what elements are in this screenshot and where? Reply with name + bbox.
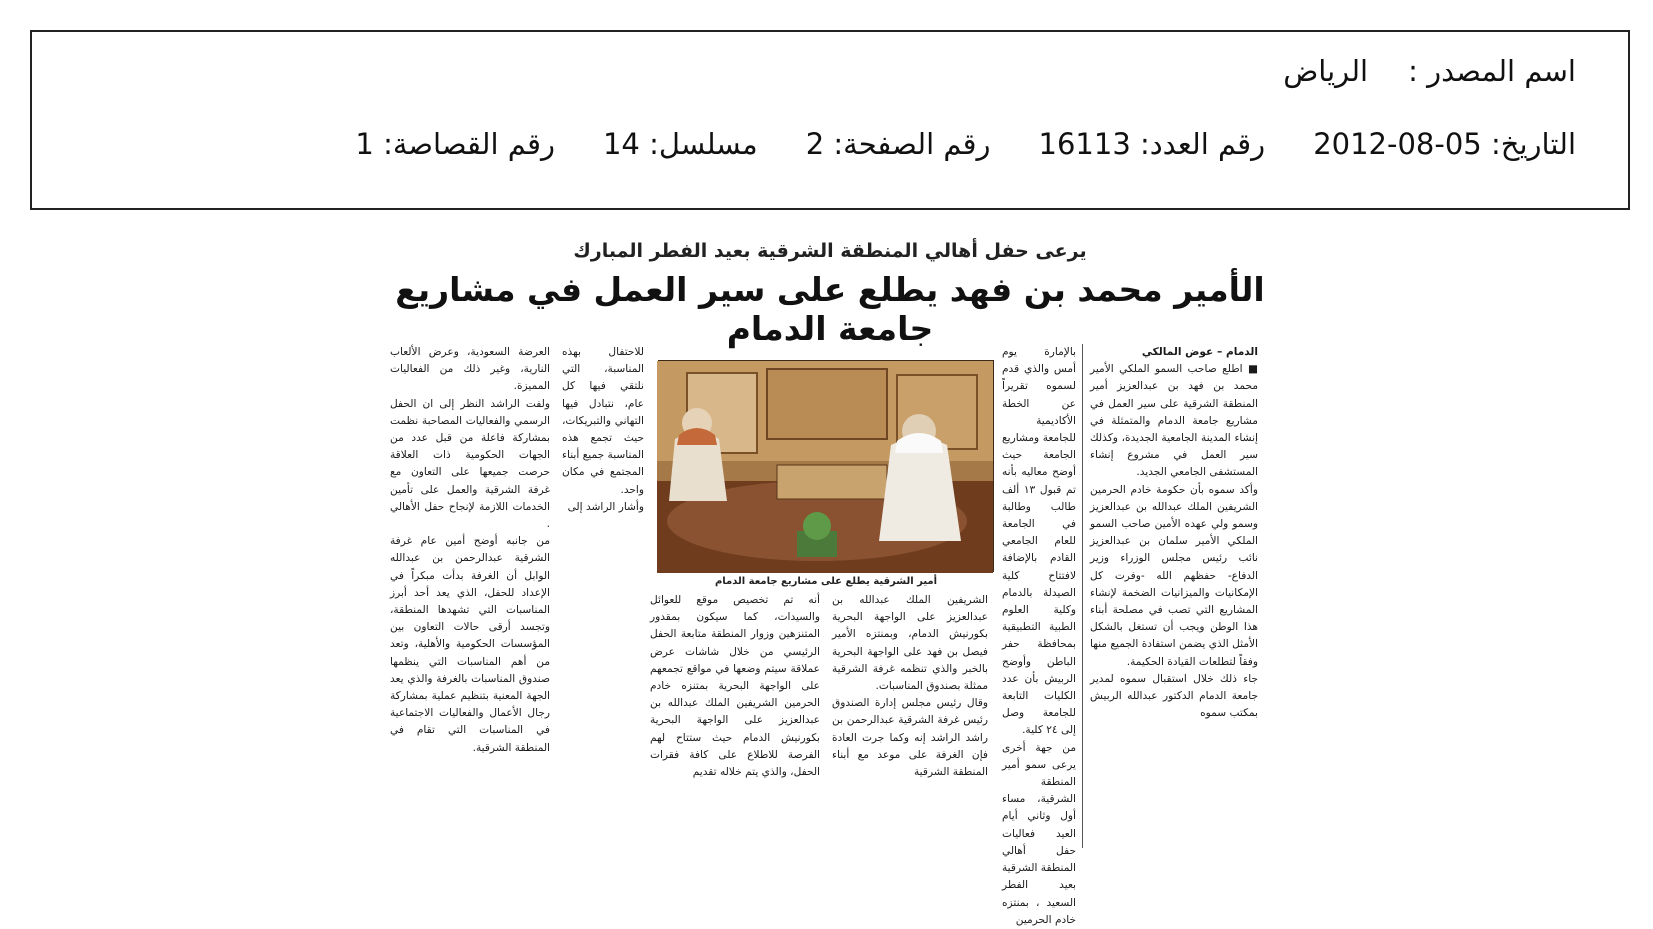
serial-field (603, 127, 758, 161)
source-row (1283, 54, 1576, 88)
photo-caption: أمير الشرقية يطلع على مشاريع جامعة الدمام (714, 576, 938, 587)
column-paragraph: أنه تم تخصيص موقع للعوائل والسيدات، كما سيكون بمقدور المتنزهين وزوار المنطقة متابعة الحفل الرئيسي من خلال شاشات عرض عملاقة سيتم وضعها في مواقع تجمعهم على الواجهة البحرية بمتنزه خادم الحرمين الشريفين الملك عبدالله بن عبدالعزيز على الواجهة البحرية بكورنيش الدمام حيث ستتاح لهم الفرصة للاطلاع على كافة فقرات الحفل، والذي يتم خلاله تقديم (650, 594, 820, 779)
column-paragraph: وقال رئيس مجلس إدارة الصندوق رئيس غرفة الشرقية عبدالرحمن بن راشد الراشد إنه وكما جرت العادة فإن الغرفة على موعد مع أبناء المنطقة الشرقية (832, 697, 988, 779)
meta-row (307, 127, 1576, 161)
article-kicker: يرعى حفل أهالي المنطقة الشرقية بعيد الفطر المبارك (573, 240, 1087, 262)
serial-label: مسلسل: (649, 127, 758, 161)
article-photo (658, 360, 994, 572)
column-paragraph: ■ اطلع صاحب السمو الملكي الأمير محمد بن فهد بن عبدالعزيز أمير المنطقة الشرقية على سير العمل في مشاريع جامعة الدمام والمتمثلة في إنشاء المدينة الجامعية الجديدة، وكذلك سير العمل في مشروع إنشاء المستشفى الجامعي الجديد. (1090, 363, 1258, 479)
column-paragraph: من جهة أخرى يرعى سمو أمير المنطقة الشرقية، مساء أول وثاني أيام العيد فعاليات حفل أهالي المنطقة الشرقية بعيد الفطر السعيد ، بمنتزه خادم الحرمين (1002, 741, 1076, 926)
article-column-3 (832, 592, 988, 838)
date-value: 2012-08-05 (1313, 127, 1482, 161)
column-paragraph: من جانبه أوضح أمين عام غرفة الشرقية عبدالرحمن بن عبدالله الوابل أن الغرفة بدأت مبكراً في الإعداد للحفل، الذي يعد أحد أبرز المناسبات التي تشهدها المنطقة، وتجسد أرقى حالات التعاون بين المؤسسات الحكومية والأهلية، وتعد من أهم المناسبات التي ينظمها صندوق المناسبات بالغرفة والذي يعد الجهة المعنية بتنظيم عملية بمشاركة رجال الأعمال والفعاليات الاجتماعية في المناسبات التي تقام في المنطقة الشرقية. (390, 535, 550, 754)
date-label: التاريخ: (1490, 127, 1576, 161)
article-column-1 (1090, 344, 1258, 848)
article-column-5 (562, 344, 644, 570)
article-headline: الأمير محمد بن فهد يطلع على سير العمل في مشاريع جامعة الدمام (395, 270, 1265, 348)
column-paragraph: العرضة السعودية، وعرض الألعاب النارية، وغير ذلك من الفعاليات المميزة. (390, 346, 550, 393)
issue-field (1039, 127, 1266, 161)
column-paragraph: ولفت الراشد النظر إلى ان الحفل الرسمي والفعاليات المصاحبة نظمت بمشاركة فاعلة من قبل عدد من الجهات الحكومية ذات العلاقة حرصت جميعها على التعاون مع غرفة الشرقية والعمل على تأمين الخدمات اللازمة لإنجاح حفل الأهالي . (390, 397, 550, 531)
column-paragraph: وأكد سموه بأن حكومة خادم الحرمين الشريفين الملك عبدالله بن عبدالعزيز وسمو ولي عهده الأمين صاحب السمو الملكي الأمير سلمان بن عبدالعزيز نائب رئيس مجلس الوزراء وزير الدفاع- حفظهم الله -وفرت كل الإمكانيات والميزانيات الضخمة لإنشاء المشاريع التي تصب في مصلحة أبناء هذا الوطن ويجب أن تستغل بالشكل الأمثل الذي يضمن استفادة الجميع منها وفقاً لتطلعات القيادة الحكيمة. (1090, 483, 1258, 668)
page-label: رقم الصفحة: (833, 127, 991, 161)
column-paragraph: بالإمارة يوم أمس والذي قدم لسموه تقريراً عن الخطة الأكاديمية للجامعة ومشاريع الجامعة حيث أوضح معاليه بأنه تم قبول ١٣ ألف طالب وطالبة في الجامعة للعام الجامعي القادم بالإضافة لافتتاح كلية الصيدلة بالدمام وكلية العلوم الطبية التطبيقية بمحافظة حفر الباطن وأوضح الربيش بأن عدد الكليات التابعة للجامعة وصل إلى ٢٤ كلية. (1002, 346, 1076, 737)
article-column-6 (390, 344, 550, 838)
column-paragraph: للاحتفال بهذه المناسبة، التي نلتقي فيها كل عام، نتبادل فيها التهاني والتبريكات، حيث تجمع هذه المناسبة جميع أبناء المجتمع في مكان واحد. (561, 346, 644, 496)
clipping-metadata-box (30, 30, 1630, 210)
source-value: الرياض (1283, 54, 1369, 88)
issue-value: 16113 (1038, 127, 1131, 161)
source-label: اسم المصدر : (1408, 54, 1576, 88)
column-divider (1082, 344, 1083, 848)
page-value: 2 (805, 127, 825, 161)
serial-value: 14 (602, 127, 640, 161)
article-byline: الدمام – عوض المالكي (1141, 346, 1258, 358)
article-column-4 (650, 592, 820, 838)
date-field (1313, 127, 1576, 161)
issue-label: رقم العدد: (1140, 127, 1266, 161)
clip-label: رقم القصاصة: (383, 127, 555, 161)
article-column-2 (1002, 344, 1076, 926)
newspaper-clipping (390, 240, 1270, 926)
clip-field (355, 127, 555, 161)
clip-value: 1 (355, 127, 374, 161)
column-paragraph: الشريفين الملك عبدالله بن عبدالعزيز على الواجهة البحرية بكورنيش الدمام، وبمنتزه الأمير فيصل بن فهد على الواجهة البحرية بالخبر والذي تنظمه غرفة الشرقية ممثلة بصندوق المناسبات. (832, 594, 988, 693)
column-paragraph: جاء ذلك خلال استقبال سموه لمدير جامعة الدمام الدكتور عبدالله الربيش بمكتب سموه (1090, 672, 1258, 720)
column-paragraph: وأشار الراشد إلى (567, 500, 644, 513)
page-field (806, 127, 991, 161)
